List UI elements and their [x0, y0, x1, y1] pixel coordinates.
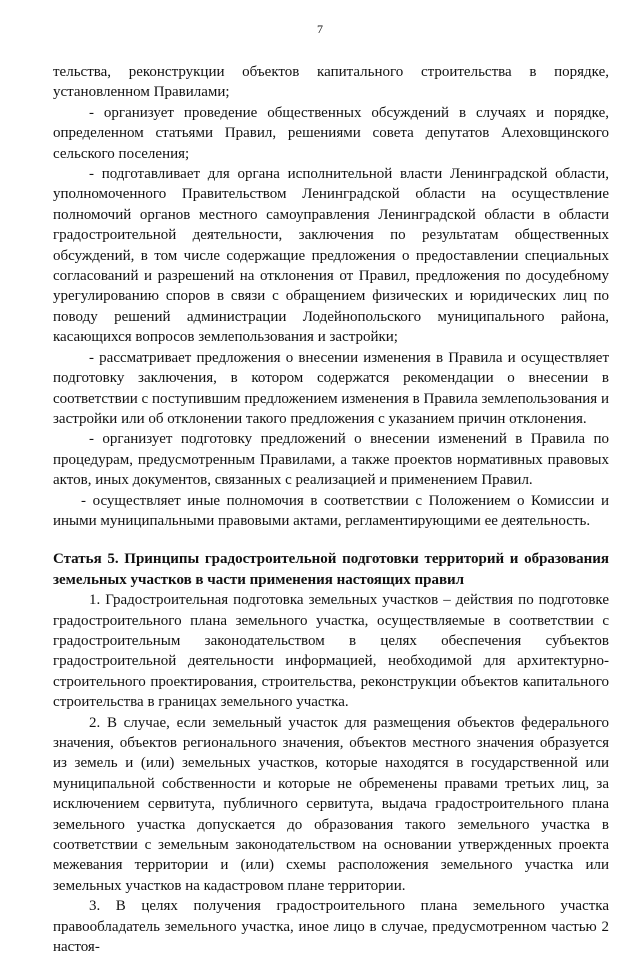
paragraph-item-2: 2. В случае, если земельный участок для размещения объектов федерального значения, объектов регионального значения, объектов местного значения образуется из земель и (или) земельных участков, которые находятся в государственной или муниципальной собственности и которые не обременены правами третьих лиц, за исключением сервитута, публичного сервитута, выдача градостроительного плана земельного участка допускается до образования такого земельного участка в соответствии с земельным законодательством на основании утвержденных проекта межевания территории и (или) схемы расположения земельного участка или земельных участков на кадастровом плане территории.: [53, 714, 609, 894]
section-gap: [53, 531, 609, 549]
page-number: 7: [317, 22, 323, 36]
paragraph-prepares-conclusions: - подготавливает для органа исполнительной власти Ленинградской области, уполномоченного Правительством Ленинградской области на осуществление полномочий органов местного самоуправления Ленинградской области в области градостроительной деятельности, заключения по результатам общественных обсуждений, в том числе содержащие предложения о предоставлении специальных согласований и разрешений на отклонения от Правил, предложения по досудебному урегулированию споров в связи с обращением физических и юридических лиц по поводу решений администрации Лодейнопольского муниципального района, касающихся вопросов землепользования и застройки;: [53, 166, 609, 346]
paragraph-public-discussions: - организует проведение общественных обсуждений в случаях и порядке, определенном статьями Правил, решениями совета депутатов Алеховщинского сельского поселения;: [53, 104, 609, 162]
article-heading: Статья 5. Принципы градостроительной подготовки территорий и образования земельных участков в части применения настоящих правил: [53, 551, 609, 588]
paragraph-organizes-preparation: - организует подготовку предложений о внесении изменений в Правила по процедурам, предусмотренным Правилами, а также проектов нормативных правовых актов, иных документов, связанных с реализацией и применением Правил.: [53, 431, 609, 489]
paragraph-item-3: 3. В целях получения градостроительного плана земельного участка правообладатель земельного участка, иное лицо в случае, предусмотренном частью 2 настоя-: [53, 898, 609, 956]
paragraph-other-powers: - осуществляет иные полномочия в соответствии с Положением о Комиссии и иными муниципальными правовыми актами, регламентирующими ее деятельность.: [53, 492, 609, 529]
paragraph-continuation: тельства, реконструкции объектов капитального строительства в порядке, установленном Правилами;: [53, 64, 609, 101]
paragraph-item-1: 1. Градостроительная подготовка земельных участков – действия по подготовке градостроительного плана земельного участка, осуществляемые в соответствии с градостроительным законодательством в целях обеспечения субъектов градостроительной деятельности информацией, необходимой для архитектурно-строительного проектирования, строительства, реконструкции объектов капитального строительства в границах земельного участка.: [53, 592, 609, 711]
document-body: [53, 62, 609, 957]
paragraph-considers-proposals: - рассматривает предложения о внесении изменения в Правила и осуществляет подготовку заключения, в котором содержатся рекомендации о внесении в соответствии с поступившим предложением изменения в Правила землепользования и застройки или об отклонении такого предложения с указанием причин отклонения.: [53, 349, 609, 427]
